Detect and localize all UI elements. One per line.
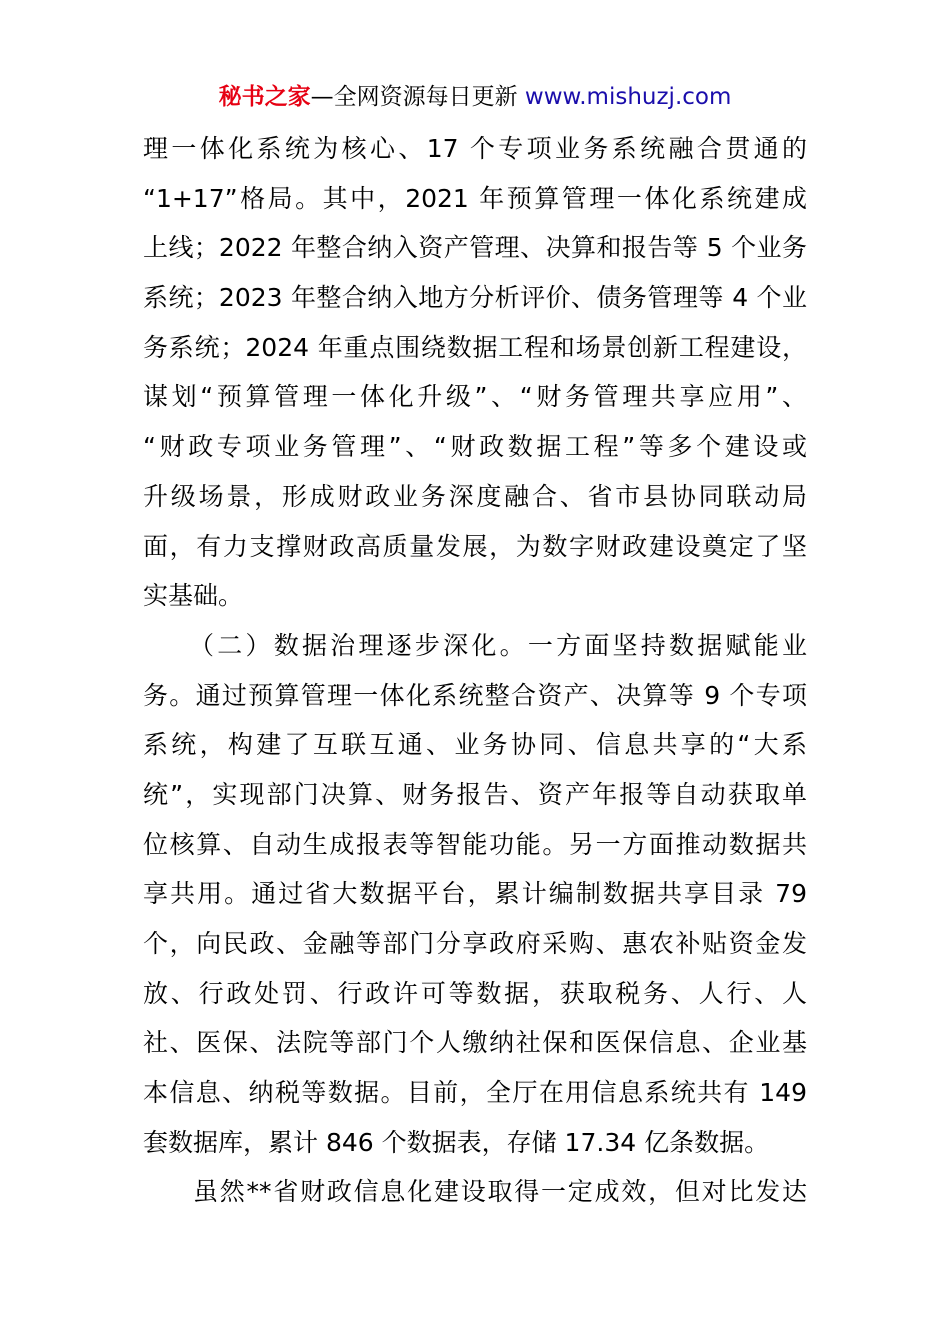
text-line: 个，向民政、金融等部门分享政府采购、惠农补贴资金发 — [143, 929, 807, 958]
text-line: “财政专项业务管理”、“财政数据工程”等多个建设或 — [143, 432, 807, 462]
text-line: 务。通过预算管理一体化系统整合资产、决算等 9 个专项 — [143, 680, 807, 710]
site-tagline: —全网资源每日更新 — [310, 84, 518, 110]
text-line: 本信息、纳税等数据。目前，全厅在用信息系统共有 149 — [143, 1078, 807, 1108]
text-line: 位核算、自动生成报表等智能功能。另一方面推动数据共 — [143, 829, 807, 859]
site-url-link[interactable]: www.mishuzj.com — [524, 84, 732, 110]
section-heading-line: （二）数据治理逐步深化。一方面坚持数据赋能业 — [189, 630, 807, 660]
text-line: 套数据库，累计 846 个数据表，存储 17.34 亿条数据。 — [143, 1127, 770, 1157]
text-line: 谋划“预算管理一体化升级”、“财务管理共享应用”、 — [143, 382, 807, 412]
text-line: 社、医保、法院等部门个人缴纳社保和医保信息、企业基 — [143, 1028, 807, 1058]
text-line: 上线；2022 年整合纳入资产管理、决算和报告等 5 个业务 — [143, 233, 807, 263]
document-body — [143, 124, 807, 1217]
site-brand: 秘书之家 — [218, 84, 311, 110]
site-header — [0, 82, 950, 112]
text-line: 系统，构建了互联互通、业务协同、信息共享的“大系 — [143, 730, 807, 760]
text-line: 实基础。 — [143, 581, 244, 611]
text-line: 理一体化系统为核心、17 个专项业务系统融合贯通的 — [143, 134, 807, 163]
text-line: 升级场景，形成财政业务深度融合、省市县协同联动局 — [143, 481, 807, 511]
text-line: “1+17”格局。其中，2021 年预算管理一体化系统建成 — [143, 183, 807, 213]
text-line: 面，有力支撑财政高质量发展，为数字财政建设奠定了坚 — [143, 531, 807, 561]
paragraph-start-line: 虽然**省财政信息化建设取得一定成效，但对比发达 — [193, 1177, 807, 1207]
text-line: 务系统；2024 年重点围绕数据工程和场景创新工程建设， — [143, 332, 807, 362]
text-line: 享共用。通过省大数据平台，累计编制数据共享目录 79 — [143, 879, 807, 909]
text-line: 系统；2023 年整合纳入地方分析评价、债务管理等 4 个业 — [143, 283, 807, 313]
text-line: 统”，实现部门决算、财务报告、资产年报等自动获取单 — [143, 779, 807, 809]
text-line: 放、行政处罚、行政许可等数据，获取税务、人行、人 — [143, 978, 807, 1008]
